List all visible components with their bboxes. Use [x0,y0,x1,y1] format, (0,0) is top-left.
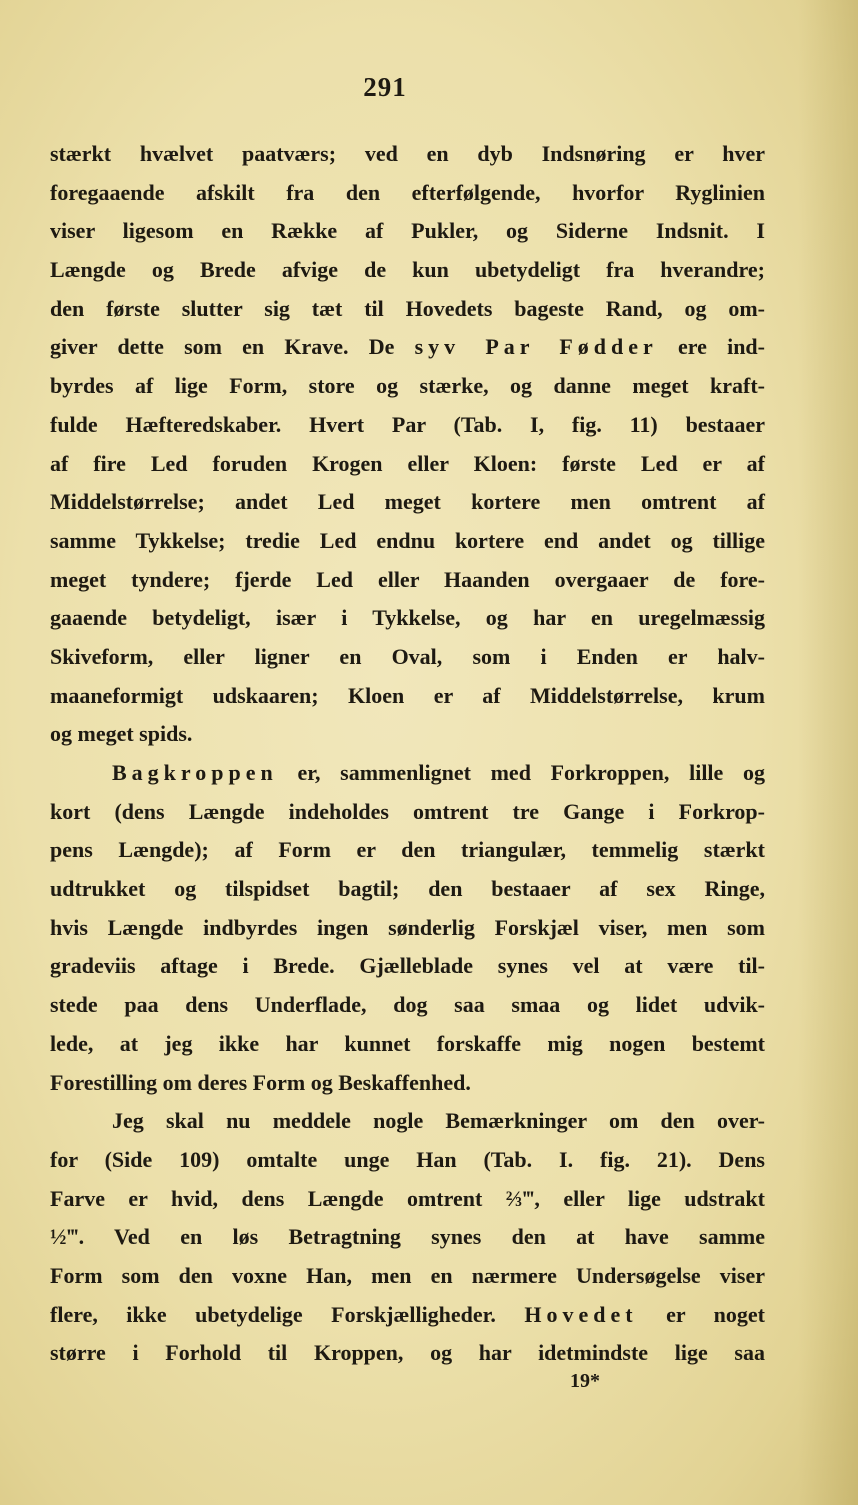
text-line [50,947,765,986]
text-line [50,870,765,909]
page-edge-shadow [798,0,858,1505]
text-run: hvis Længde indbyrdes ingen sønderlig Forskjæl viser, men som [50,914,765,940]
text-line [50,251,765,290]
text-run: Middelstørrelse; andet Led meget kortere men omtrent af [50,489,765,515]
text-run: samme Tykkelse; tredie Led endnu kortere end andet og tillige [50,527,765,553]
text-line [50,328,765,367]
body-text [50,135,765,1373]
text-run: gaaende betydeligt, især i Tykkelse, og har en uregelmæssig [50,605,765,631]
text-run: lede, at jeg ikke har kunnet forskaffe mig nogen bestemt [50,1030,765,1056]
text-run: meget tyndere; fjerde Led eller Haanden overgaaer de fore- [50,566,765,592]
text-run: stærkt hvælvet paatværs; ved en dyb Indsnøring er hver [50,141,765,166]
text-run: ere ind- [657,334,765,360]
text-run: for (Side 109) omtalte unge Han (Tab. I. fig. 21). Dens [50,1146,765,1172]
text-run: viser ligesom en Række af Pukler, og Siderne Indsnit. I [50,218,765,244]
text-run: Længde og Brede afvige de kun ubetydeligt fra hverandre; [50,257,765,283]
text-run: kort (dens Længde indeholdes omtrent tre Gange i Forkrop- [50,798,765,824]
text-run: pens Længde); af Form er den triangulær, temmelig stærkt [50,837,765,863]
text-line [50,212,765,251]
text-line [50,1218,765,1257]
text-run: flere, ikke ubetydelige Forskjælligheder. [50,1301,525,1327]
text-run: Jeg skal nu meddele nogle Bemærkninger om den over- [112,1108,765,1134]
text-line [50,1025,765,1064]
emphasized-text: Bagkroppen [112,760,278,785]
text-line [50,1102,765,1141]
text-line [50,715,765,754]
text-line [50,1257,765,1296]
text-line [50,638,765,677]
text-line [50,406,765,445]
text-run: Farve er hvid, dens Længde omtrent ⅔‴, eller lige udstrakt [50,1185,765,1211]
text-run: giver dette som en Krave. De [50,334,415,360]
text-line [50,986,765,1025]
text-run: ½‴. Ved en løs Betragtning synes den at have samme [50,1224,765,1250]
signature-mark: 19* [570,1370,600,1392]
text-run: og meget spids. [50,721,193,747]
text-line [50,135,765,174]
text-line [50,367,765,406]
text-line [50,1064,765,1103]
text-run: stede paa dens Underflade, dog saa smaa og lidet udvik- [50,992,765,1018]
emphasized-text: Hovedet [524,1301,638,1327]
text-line [50,831,765,870]
text-run: den første slutter sig tæt til Hovedets bageste Rand, og om- [50,295,765,321]
emphasized-text: syv Par Fødder [414,334,658,360]
text-line [50,290,765,329]
text-line [50,754,765,793]
text-line [50,1141,765,1180]
text-line [50,522,765,561]
page-number: 291 [363,72,407,102]
text-line [50,909,765,948]
text-run: byrdes af lige Form, store og stærke, og danne meget kraft- [50,373,765,399]
text-line [50,1180,765,1219]
text-run: er, sammenlignet med Forkroppen, lille og [277,760,765,785]
text-line [50,561,765,600]
text-run: gradeviis aftage i Brede. Gjælleblade synes vel at være til- [50,953,765,979]
text-run: Skiveform, eller ligner en Oval, som i Enden er halv- [50,643,765,669]
text-run: større i Forhold til Kroppen, og har idetmindste lige saa [50,1340,765,1366]
text-run: er noget [637,1301,765,1327]
text-line [50,445,765,484]
text-run: maaneformigt udskaaren; Kloen er af Middelstørrelse, krum [50,682,765,708]
text-line [50,1296,765,1335]
text-line [50,793,765,832]
text-run: fulde Hæfteredskaber. Hvert Par (Tab. I, fig. 11) bestaaer [50,411,765,437]
text-run: af fire Led foruden Krogen eller Kloen: første Led er af [50,450,765,476]
text-line [50,1334,765,1373]
text-run: foregaaende afskilt fra den efterfølgende, hvorfor Ryglinien [50,179,765,205]
text-run: udtrukket og tilspidset bagtil; den bestaaer af sex Ringe, [50,876,765,902]
text-run: Form som den voxne Han, men en nærmere Undersøgelse viser [50,1262,765,1288]
text-run: Forestilling om deres Form og Beskaffenhed. [50,1069,471,1095]
text-line [50,599,765,638]
text-line [50,677,765,716]
text-line [50,174,765,213]
text-line [50,483,765,522]
